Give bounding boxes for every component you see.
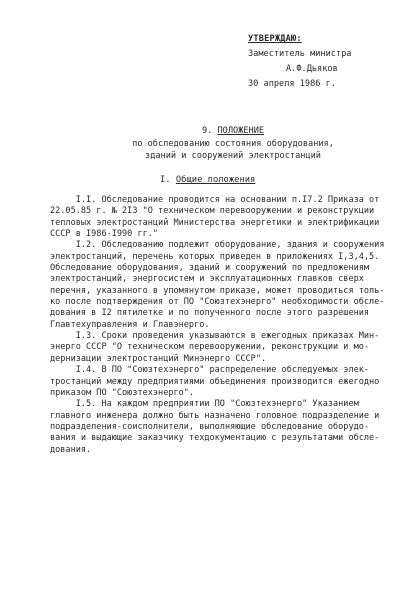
paragraph-line: 22.05.85 г. № 2I3 "О техническом перевооружении и реконструкции [50, 206, 375, 217]
paragraph-line: I.I. Обследование проводится на основании п.I7.2 Приказа от [50, 195, 380, 205]
document-title-text: ПОЛОЖЕНИЕ [217, 126, 265, 136]
section-title: Общие положения [175, 175, 256, 185]
approver-name: А.Ф.Дьяков [286, 64, 338, 74]
paragraph-line: дования. [50, 444, 92, 455]
paragraph-line: вания и выдающие заказчику техдокументацию с результатами обсле- [50, 433, 380, 444]
document-heading [108, 125, 358, 163]
paragraph [50, 331, 395, 365]
paragraph-line: электростанций, перечень которых приведен в приложениях I,3,4,5. [50, 251, 380, 262]
paragraph-line: электростанций, энергосистем и эксплуатационных главков сверх [50, 274, 364, 285]
paragraph-line: дернизации электростанций Минэнерго СССР". [50, 353, 267, 364]
section-heading [160, 175, 255, 185]
paragraph [50, 399, 395, 456]
paragraph-line: энерго СССР "О техническом перевооружении, реконструкции и мо- [50, 342, 370, 353]
paragraph-line: перечня, указанного в упомянутом приказе, может проводиться толь- [50, 285, 385, 296]
paragraph-line: главного инженера должно быть назначено головное подразделение и [50, 410, 380, 421]
paragraph-line: Главтехуправления и Главэнерго. [50, 319, 210, 330]
paragraph-line: СССР в I986-I990 гг." [50, 229, 159, 240]
section-number: I. [160, 175, 171, 185]
paragraph-line: I.2. Обследованию подлежит оборудование, здания и сооружения [50, 240, 385, 251]
paragraph [50, 240, 395, 331]
document-body [50, 195, 395, 456]
paragraph [50, 195, 395, 240]
paragraph-line: I.3. Сроки проведения указываются в ежегодных приказах Мин- [50, 331, 380, 342]
document-subtitle-line-2: зданий и сооружений электростанций [145, 151, 321, 161]
approval-date: 30 апреля 1986 г. [248, 79, 336, 89]
document-number: 9. [201, 126, 213, 136]
approval-stamp [248, 32, 351, 92]
paragraph-line: приказом ПО "Союзтехэнерго". [50, 387, 195, 398]
paragraph-line: ко после подтверждения от ПО "Союзтехэнерго" необходимости обсле- [50, 297, 385, 308]
paragraph-line: Обследование оборудования, зданий и сооружений по предложениям [50, 263, 370, 274]
approval-label: УТВЕРЖДАЮ: [248, 34, 302, 44]
approver-position: Заместитель министра [248, 49, 352, 59]
paragraph-line: тепловых электростанций Министерства энергетики и электрификации [50, 217, 380, 228]
document-subtitle-line-1: по обследованию состояния оборудования, [132, 138, 334, 149]
paragraph-line: I.5. На каждом предприятии ПО "Союзтехэнерго" Указанием [50, 399, 359, 410]
paragraph-line: дования в I2 пятилетке и по полученного после этого разрешения [50, 308, 370, 319]
document-title [108, 125, 358, 138]
paragraph-line: тростанций между предприятиями объединения производится ежегодно [50, 376, 380, 387]
paragraph-line: I.4. В ПО "Союзтехэнерго" распределение обследуемых элек- [50, 365, 370, 376]
paragraph [50, 365, 395, 399]
paragraph-line: подразделения-соисполнители, выполняющие обследование оборудо- [50, 421, 370, 432]
